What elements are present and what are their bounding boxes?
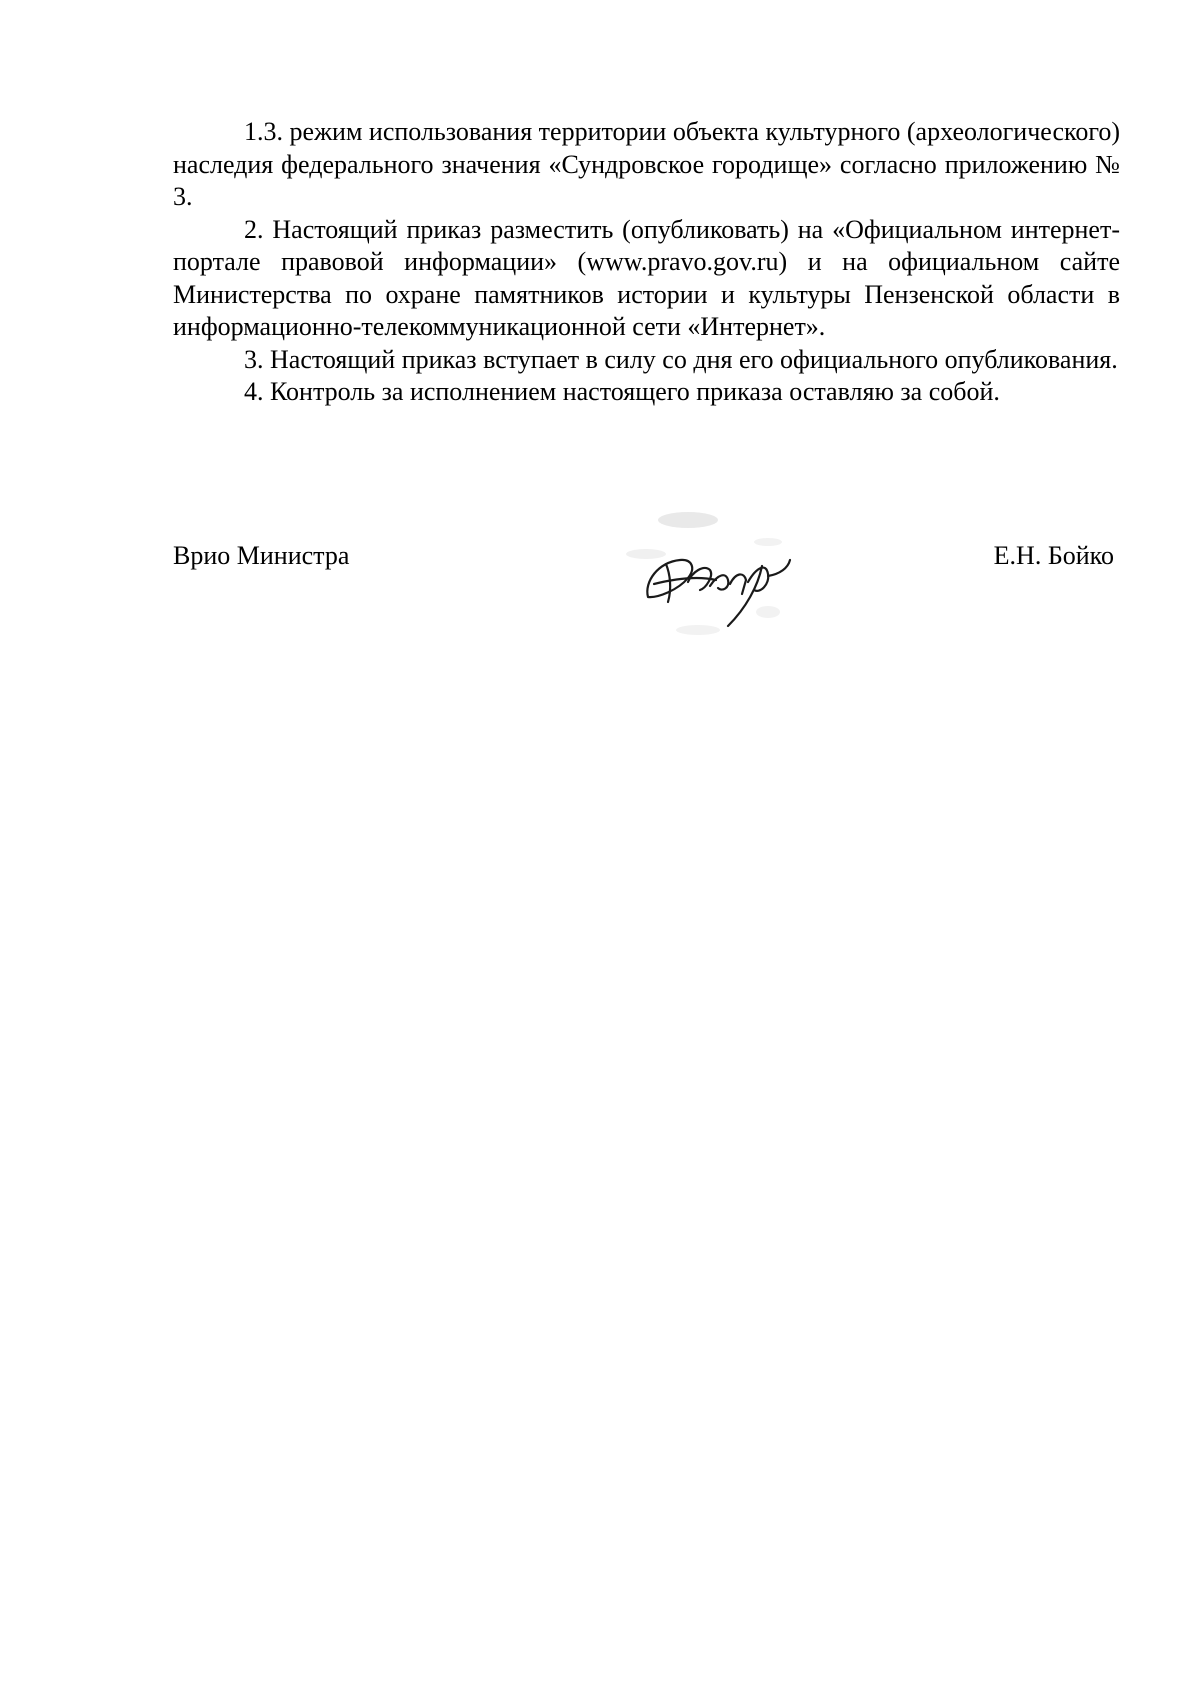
signature-block [173, 526, 1120, 666]
handwritten-signature [618, 502, 818, 642]
document-body [173, 116, 1120, 409]
signatory-title: Врио Министра [173, 541, 350, 570]
paragraph-3: 3. Настоящий приказ вступает в силу со дня его официального опубликования. [244, 344, 1118, 374]
paragraph-2: 2. Настоящий приказ разместить (опубликовать) на «Официальном интернет-портале правовой информации» (www.pravo.gov.ru) и на официальном сайте Министерства по охране памятников истории и культуры Пензенской области в информационно-телекоммуникационной сети «Интернет». [173, 214, 1120, 341]
paragraph-1-3: 1.3. режим использования территории объекта культурного (археологического) наследия федерального значения «Сундровское городище» согласно приложению № 3. [173, 117, 1120, 211]
signatory-name: Е.Н. Бойко [993, 541, 1114, 570]
paragraph-4: 4. Контроль за исполнением настоящего приказа оставляю за собой. [244, 377, 1000, 406]
